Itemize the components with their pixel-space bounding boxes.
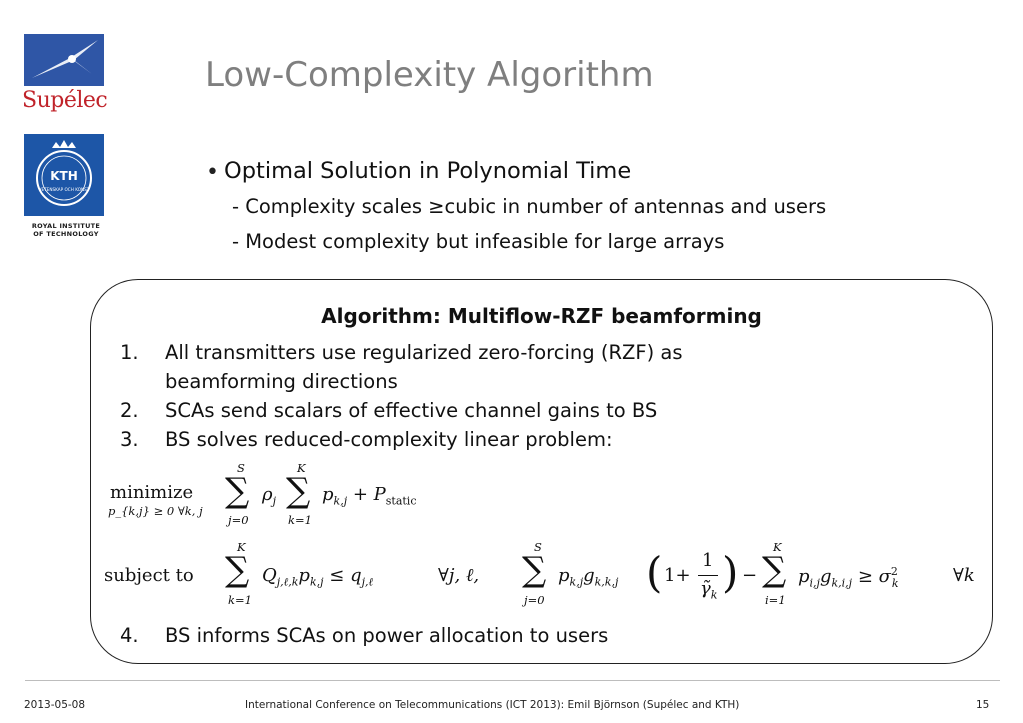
- constraint-2-tail: $p_{i,j}g_{k,i,j} \ge \sigma^2_k$: [798, 565, 899, 590]
- objective-tail: $p_{k,j} + P_{static}$: [322, 484, 417, 508]
- frac-bar: [698, 575, 718, 576]
- slide-title: Low-Complexity Algorithm: [205, 55, 654, 95]
- frac-denominator: $\gammã_k$: [700, 578, 718, 602]
- step-1-number: 1.: [120, 341, 139, 364]
- algorithm-title: Algorithm: Multiflow-RZF beamforming: [321, 304, 762, 328]
- sum5-lower: i=1: [765, 593, 786, 607]
- sub-bullet-2: - Modest complexity but infeasible for large arrays: [232, 230, 725, 253]
- sum4-sigma: ∑: [522, 550, 547, 590]
- sum3-upper: K: [237, 540, 246, 554]
- kth-caption-line1: ROYAL INSTITUTE: [31, 222, 101, 230]
- footer-conference: International Conference on Telecommunications (ICT 2013): Emil Björnson (Supélec and KTH): [245, 699, 740, 711]
- bullet-dot-icon: •: [206, 160, 219, 185]
- footer-divider: [25, 680, 1000, 681]
- step-3-text: BS solves reduced-complexity linear problem:: [165, 428, 613, 451]
- bullet-main: Optimal Solution in Polynomial Time: [224, 158, 632, 184]
- step-1-line2: beamforming directions: [165, 370, 398, 393]
- constraint-2-forall: ∀k: [953, 565, 975, 586]
- svg-text:VETENSKAP OCH KONST: VETENSKAP OCH KONST: [38, 187, 90, 192]
- step-3-number: 3.: [120, 428, 139, 451]
- step-1-line1: All transmitters use regularized zero-forcing (RZF) as: [165, 341, 683, 364]
- constraint-1: $Q_{j,\ell,k}p_{k,j} \le q_{j,\ell}$: [262, 565, 374, 589]
- sum5-upper: K: [773, 540, 782, 554]
- supelec-logo-emblem: [24, 34, 104, 86]
- sum3-lower: k=1: [228, 593, 252, 607]
- paren-right: ): [722, 548, 739, 597]
- one-plus: 1+: [664, 565, 691, 586]
- step-2-number: 2.: [120, 399, 139, 422]
- sum1-upper: S: [237, 461, 245, 475]
- footer-page-number: 15: [976, 699, 990, 711]
- rho-j: $\rho_j$: [262, 484, 277, 508]
- sum1-lower: j=0: [228, 513, 249, 527]
- sum2-upper: K: [297, 461, 306, 475]
- kth-seal-icon: [24, 134, 104, 216]
- sum5-sigma: ∑: [762, 550, 787, 590]
- paren-left: (: [646, 548, 663, 597]
- sum2-lower: k=1: [288, 513, 312, 527]
- step-4-text: BS informs SCAs on power allocation to users: [165, 624, 609, 647]
- constraint-1-forall: ∀j, ℓ,: [438, 565, 480, 586]
- svg-text:KTH: KTH: [50, 169, 78, 183]
- minus-sign: −: [742, 565, 758, 586]
- subject-to-label: subject to: [104, 565, 194, 586]
- sum1-sigma: ∑: [225, 471, 250, 511]
- sum4-upper: S: [534, 540, 542, 554]
- minimize-label: minimize: [110, 482, 194, 503]
- constraint-2-term: $p_{k,j}g_{k,k,j}$: [558, 565, 619, 589]
- kth-caption: [24, 222, 108, 238]
- sum3-sigma: ∑: [225, 550, 250, 590]
- star-icon: [24, 34, 104, 86]
- minimize-constraint: p_{k,j} ≥ 0 ∀k, j: [108, 504, 203, 518]
- step-2-text: SCAs send scalars of effective channel gains to BS: [165, 399, 658, 422]
- sum4-lower: j=0: [524, 593, 545, 607]
- frac-numerator: 1: [702, 550, 714, 571]
- kth-caption-line2: OF TECHNOLOGY: [33, 230, 99, 238]
- step-4-number: 4.: [120, 624, 139, 647]
- sub-bullet-1: - Complexity scales ≥cubic in number of antennas and users: [232, 195, 827, 218]
- footer-date: 2013-05-08: [24, 699, 86, 711]
- kth-logo: [24, 134, 104, 216]
- supelec-wordmark: Supélec: [22, 88, 108, 113]
- sum2-sigma: ∑: [286, 471, 311, 511]
